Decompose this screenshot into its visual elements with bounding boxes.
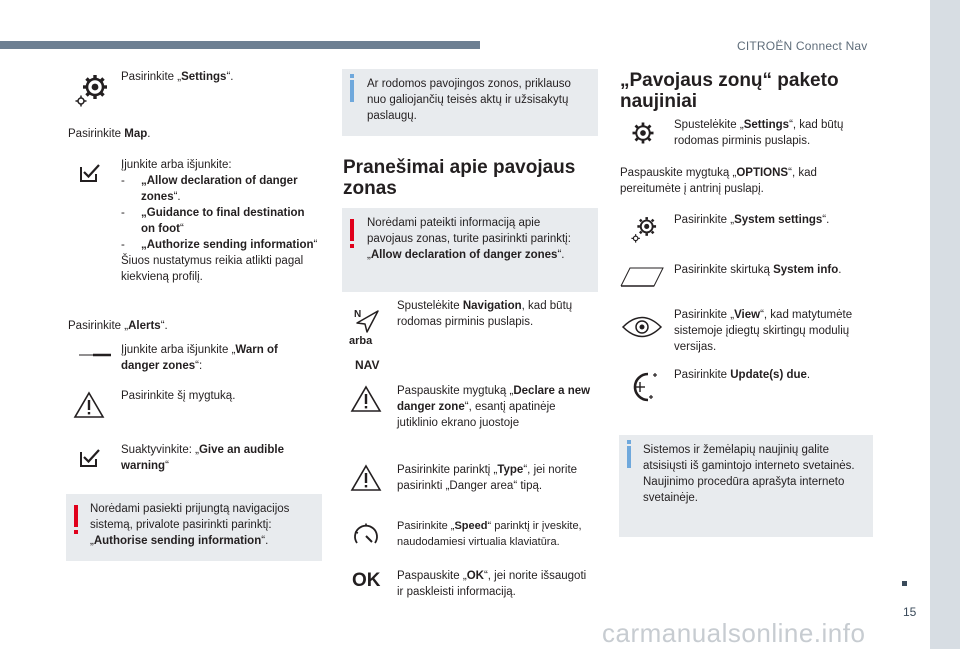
toggle-line-icon xyxy=(79,353,111,359)
eye-icon xyxy=(621,314,663,340)
svg-text:N: N xyxy=(354,309,362,320)
step-select-settings: Pasirinkite „Settings“. xyxy=(121,71,234,83)
warning-note-authorise xyxy=(66,494,322,561)
header-bar xyxy=(0,41,480,49)
warning-triangle-icon xyxy=(73,391,105,419)
end-marker xyxy=(902,581,907,586)
step-select-view: Pasirinkite „View“, kad matytumėte sistemoje įdiegtų skirtingų modulių versijas. xyxy=(674,309,853,353)
step-select-map: Pasirinkite Map. xyxy=(68,128,151,140)
warning-note-text: Norėdami pateikti informaciją apie pavojaus zonas, turite pasirinkti parinktį: „Allow declaration of danger zones“. xyxy=(367,217,571,261)
nav-button-label: NAV xyxy=(355,358,380,372)
step-press-options: Paspauskite mygtuką „OPTIONS“, kad pereitumėte į antrinį puslapį. xyxy=(620,167,817,195)
option-item: - „Authorize sending information“ xyxy=(121,237,321,253)
warning-mark-icon xyxy=(350,219,354,241)
brand-label: CITROËN Connect Nav xyxy=(737,39,868,53)
warning-note-text: Norėdami pasiekti prijungtą navigacijos sistemą, privalote pasirinkti parinktį: „Authorise sending information“. xyxy=(90,503,290,547)
toggle-options-block xyxy=(121,157,321,285)
step-select-system-info-tab: Pasirinkite skirtuką System info. xyxy=(674,264,842,276)
toggle-intro: Įjunkite arba išjunkite: xyxy=(121,159,232,171)
info-note-text: Ar rodomos pavojingos zonos, priklauso nuo galiojančių teisės aktų ir užsisakytų paslaugų. xyxy=(367,78,571,122)
step-warn-danger-zones: Įjunkite arba išjunkite „Warn of danger zones“: xyxy=(121,344,278,372)
step-select-type: Pasirinkite parinktį „Type“, jei norite pasirinkti „Danger area“ tipą. xyxy=(397,464,578,492)
info-mark-icon xyxy=(350,80,354,102)
watermark: carmanualsonline.info xyxy=(602,618,866,648)
info-note-download xyxy=(619,435,873,537)
step-select-system-settings: Pasirinkite „System settings“. xyxy=(674,214,830,226)
option-item: - „Allow declaration of danger zones“. xyxy=(121,173,321,205)
warning-note-allow-declaration xyxy=(342,208,598,292)
section-heading-updates: „Pavojaus zonų“ paketo naujiniai xyxy=(620,70,839,112)
side-margin xyxy=(930,0,960,649)
info-mark-icon xyxy=(627,446,631,468)
step-select-button: Pasirinkite šį mygtuką. xyxy=(121,390,236,402)
speedometer-icon xyxy=(350,520,382,548)
section-heading-danger-zones: Pranešimai apie pavojaus zonas xyxy=(343,157,576,199)
warning-triangle-icon xyxy=(350,464,382,492)
step-select-speed: Pasirinkite „Speed“ parinktį ir įveskite, naudodamiesi virtualia klaviatūra. xyxy=(397,520,582,548)
navigation-arrow-icon xyxy=(351,307,381,333)
step-declare-danger-zone: Paspauskite mygtuką „Declare a new danger zone“, esantį apatinėje jutiklinio ekrano juostoje xyxy=(397,385,591,429)
gear-icon xyxy=(73,70,113,110)
step-press-ok: Paspauskite „OK“, jei norite išsaugoti ir paskleisti informaciją. xyxy=(397,570,587,598)
info-note-legal xyxy=(342,69,598,136)
warning-mark-icon xyxy=(74,505,78,527)
option-item: - „Guidance to final destination on foot“ xyxy=(121,205,321,237)
warning-triangle-icon xyxy=(350,385,382,413)
info-note-text: Sistemos ir žemėlapių naujinių galite atsisiųsti iš gamintojo interneto svetainės. Naujinimo procedūra aprašyta interneto svetainėje. xyxy=(643,444,855,504)
option-list xyxy=(121,173,321,253)
nav-or-label: arba xyxy=(349,335,373,347)
step-click-settings: Spustelėkite „Settings“, kad būtų rodomas pirminis puslapis. xyxy=(674,119,844,147)
tab-icon xyxy=(620,265,664,289)
step-select-updates-due: Pasirinkite Update(s) due. xyxy=(674,369,811,381)
gear-icon xyxy=(628,118,658,148)
update-icon xyxy=(624,370,662,404)
step-select-alerts: Pasirinkite „Alerts“. xyxy=(68,320,168,332)
profile-note: Šiuos nustatymus reikia atlikti pagal kiekvieną profilį. xyxy=(121,255,304,283)
checkbox-icon xyxy=(79,163,101,183)
page-number: 15 xyxy=(903,605,917,619)
ok-icon: OK xyxy=(352,570,381,591)
gear-icon xyxy=(628,212,662,246)
step-audible-warning: Suaktyvinkite: „Give an audible warning“ xyxy=(121,444,284,472)
checkbox-icon xyxy=(79,448,101,468)
step-select-navigation: Spustelėkite Navigation, kad būtų rodomas pirminis puslapis. xyxy=(397,300,573,328)
